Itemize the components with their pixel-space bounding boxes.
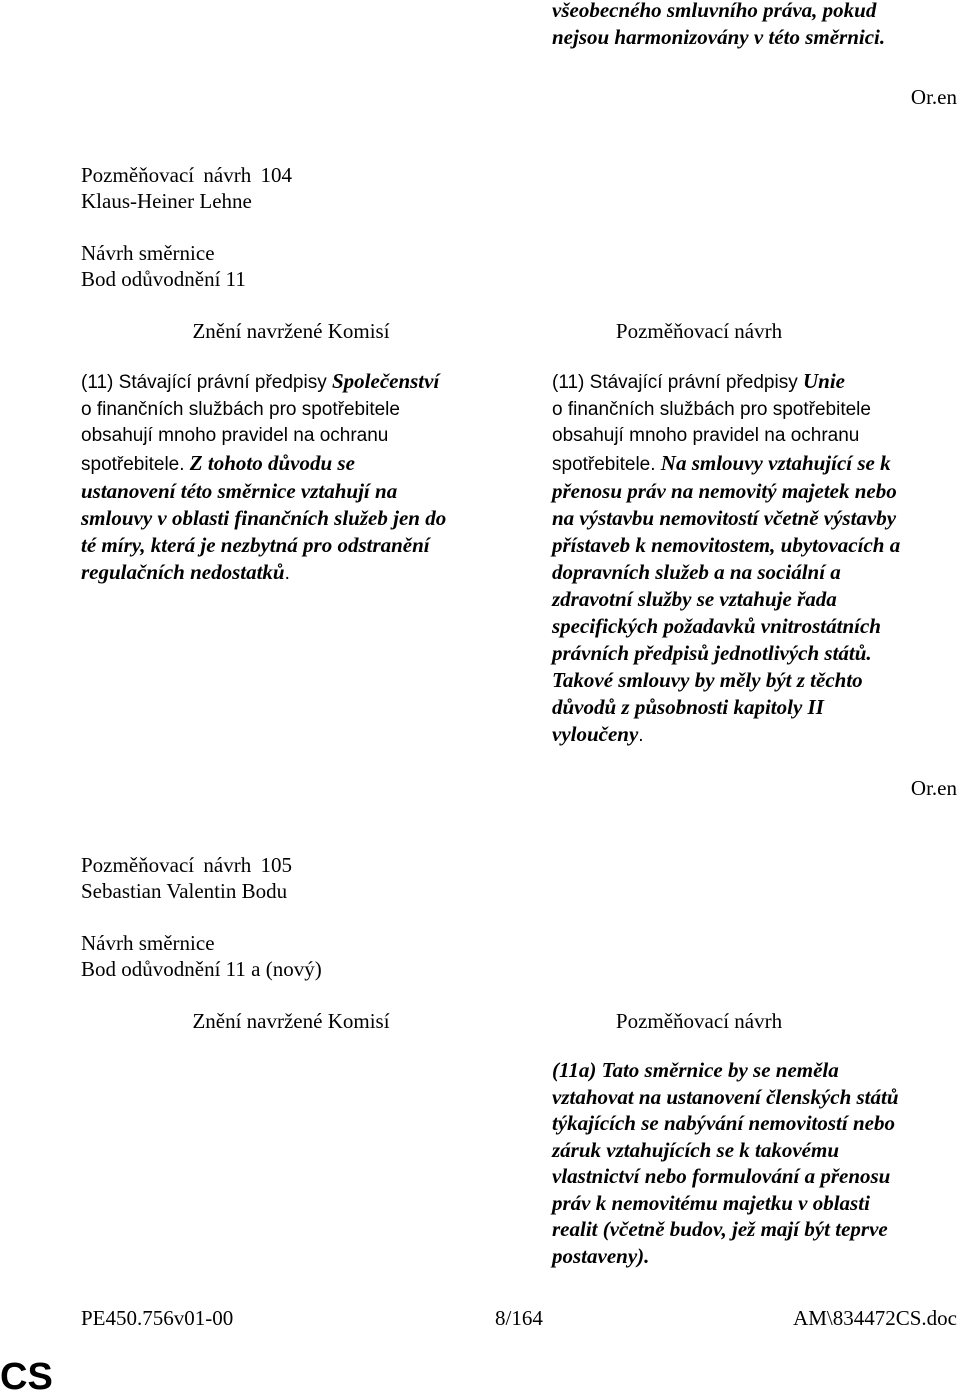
proposal-title: Návrh směrnice [81,931,215,955]
amendment-text [552,1057,899,1269]
text-emphasis: Společenství [331,369,440,393]
text-segment: (11) Stávající právní předpisy [81,372,332,393]
text-line: důvodů z působnosti kapitoly II [552,695,824,719]
column-header-amendment: Pozměňovací návrh [615,1009,783,1033]
footer-file-name: AM\834472CS.doc [793,1306,957,1330]
text-line: vztahovat na ustanovení členských států [552,1084,899,1109]
column-header-commission: Znění navržené Komisí [192,319,390,343]
text-emphasis: vyloučeny [552,722,639,746]
text-line: obsahují mnoho pravidel na ochranu [81,425,389,446]
text-segment: . [638,725,644,746]
text-line: Takové smlouvy by měly být z těchto [552,668,863,692]
text-line: (11a) Tato směrnice by se neměla [552,1058,839,1082]
amendment-author: Klaus-Heiner Lehne [81,189,252,213]
text-emphasis: regulačních nedostatků [81,560,285,584]
text-line: právních předpisů jednotlivých států. [552,641,872,665]
text-line: zdravotní služby se vztahuje řada [552,587,837,611]
text-line: realit (včetně budov, jež mají být teprve [552,1217,888,1241]
recital-reference: Bod odůvodnění 11 a (nový) [81,957,322,981]
continuation-line: nejsou harmonizovány v této směrnici. [552,25,886,49]
text-emphasis: Z tohoto důvodu se [189,450,355,475]
text-segment: (11) Stávající právní předpisy [552,372,803,393]
original-language: Or.en [910,776,957,800]
amendment-heading: Pozměňovací návrh 105 [81,853,292,877]
recital-reference: Bod odůvodnění 11 [81,267,246,291]
text-line: postaveny). [552,1243,650,1268]
column-header-amendment: Pozměňovací návrh [615,319,783,343]
text-segment: spotřebitele. [552,453,661,475]
text-line: obsahují mnoho pravidel na ochranu [552,425,860,446]
continuation-line: všeobecného smluvního práva, pokud [552,0,877,22]
text-line: specifických požadavků vnitrostátních [552,614,881,638]
text-emphasis: Unie [802,369,845,393]
text-line: přenosu práv na nemovitý majetek nebo [552,479,897,503]
proposal-title: Návrh směrnice [81,241,215,265]
text-emphasis: Na smlouvy vztahující se k [660,450,891,475]
footer-document-reference: PE450.756v01-00 [81,1306,234,1330]
text-line: vlastnictví nebo formulování a přenosu [552,1164,891,1188]
amendment-heading: Pozměňovací návrh 104 [81,163,292,187]
text-line: smlouvy v oblasti finančních služeb jen do [81,506,447,530]
continuation-text [552,0,885,51]
commission-text [81,368,446,588]
text-line: práv k nemovitému majetku v oblasti [552,1190,870,1215]
text-segment: . [284,563,290,584]
text-line: o finančních službách pro spotřebitele [81,398,400,420]
text-line: týkajících se nabývání nemovitostí nebo [552,1111,895,1135]
text-line: na výstavbu nemovitostí včetně výstavby [552,506,897,530]
original-language: Or.en [910,85,957,109]
text-line: ustanovení této směrnice vztahují na [81,479,398,503]
text-segment: spotřebitele. [81,453,190,475]
text-line: záruk vztahujících se k takovému [552,1137,840,1162]
text-line: o finančních službách pro spotřebitele [552,398,871,420]
footer-page-number: 8/164 [495,1306,543,1330]
text-line: dopravních služeb a na sociální a [552,560,841,584]
amendment-text [552,368,900,750]
language-code: CS [0,1356,53,1398]
amendment-author: Sebastian Valentin Bodu [81,879,288,903]
text-line: přístaveb k nemovitostem, ubytovacích a [552,533,901,557]
text-line: té míry, která je nezbytná pro odstranění [81,533,430,557]
column-header-commission: Znění navržené Komisí [192,1009,390,1033]
